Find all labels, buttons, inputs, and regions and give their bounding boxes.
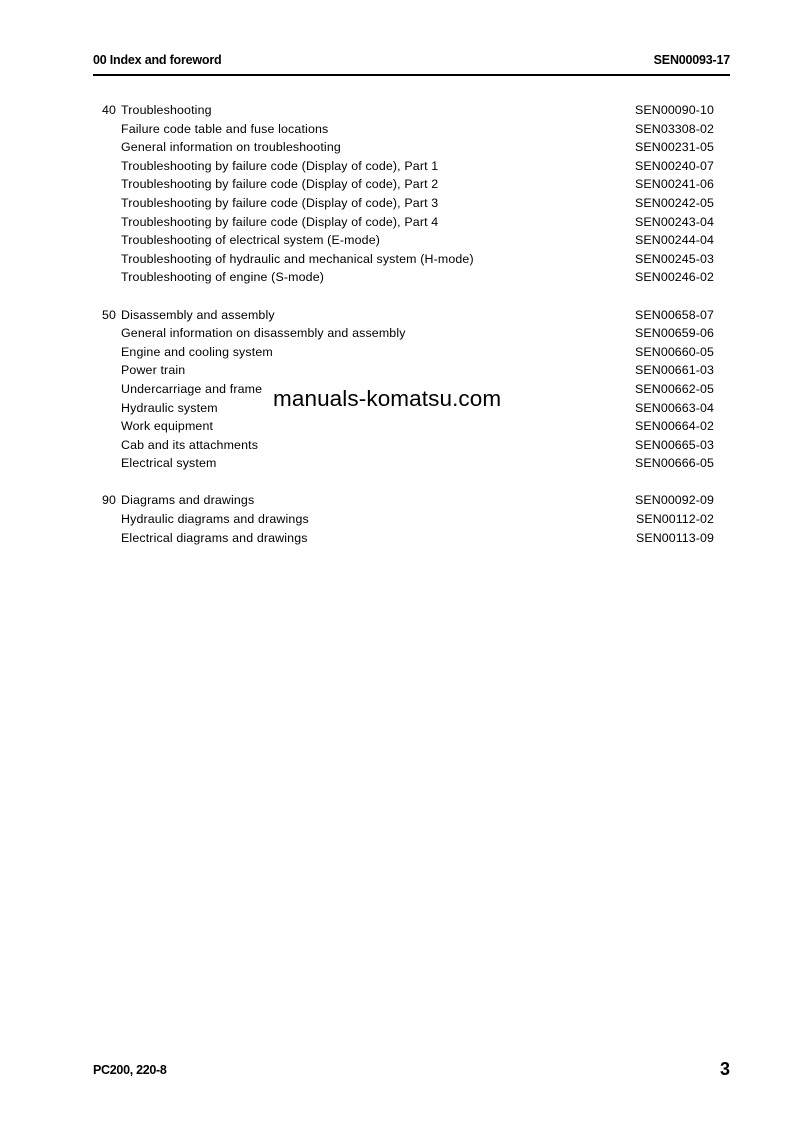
toc-item[interactable]	[102, 175, 714, 194]
item-title: General information on disassembly and assembly	[121, 326, 406, 341]
toc-section-40	[102, 101, 714, 287]
item-title: Work equipment	[121, 419, 214, 434]
toc-item[interactable]	[102, 454, 714, 473]
item-code: SEN00659-06	[635, 326, 714, 341]
section-title: Troubleshooting	[121, 103, 212, 117]
item-code: SEN00231-05	[635, 140, 714, 155]
item-code: SEN00663-04	[635, 400, 714, 415]
page-number: 3	[719, 1059, 730, 1079]
item-title: Troubleshooting of hydraulic and mechanical system (H-mode)	[121, 251, 474, 266]
toc-item[interactable]	[102, 324, 714, 343]
item-code: SEN00241-06	[635, 177, 714, 192]
item-code: SEN00666-05	[635, 456, 714, 471]
item-code: SEN00661-03	[635, 363, 714, 378]
toc-item[interactable]	[102, 417, 714, 436]
item-code: SEN00112-02	[635, 512, 714, 527]
toc-item[interactable]	[102, 529, 714, 548]
section-code: SEN00092-09	[635, 493, 714, 508]
section-code: SEN00090-10	[635, 103, 714, 117]
toc-item[interactable]	[102, 120, 714, 139]
item-title: Electrical system	[121, 456, 217, 471]
toc-item[interactable]	[102, 194, 714, 213]
item-title: Electrical diagrams and drawings	[121, 530, 308, 545]
item-code: SEN00113-09	[635, 530, 714, 545]
item-title: Engine and cooling system	[121, 344, 273, 359]
toc-item[interactable]	[102, 343, 714, 362]
section-number: 50	[102, 307, 117, 322]
item-title: Cab and its attachments	[121, 437, 259, 452]
item-title: Troubleshooting by failure code (Display of code), Part 3	[121, 195, 439, 210]
item-title: Troubleshooting of electrical system (E-mode)	[121, 233, 381, 248]
toc-item[interactable]	[102, 268, 714, 287]
item-code: SEN00243-04	[635, 214, 714, 229]
item-code: SEN00662-05	[635, 381, 714, 396]
section-title: Disassembly and assembly	[121, 307, 275, 322]
header-divider	[93, 74, 730, 76]
toc-item[interactable]	[102, 231, 714, 250]
item-code: SEN00244-04	[635, 233, 714, 248]
item-code: SEN00660-05	[635, 344, 714, 359]
toc-section-heading[interactable]	[102, 101, 714, 120]
footer-model: PC200, 220-8	[93, 1063, 167, 1077]
header-section-title: 00 Index and foreword	[93, 53, 222, 67]
item-code: SEN00665-03	[635, 437, 714, 452]
toc-item[interactable]	[102, 157, 714, 176]
item-title: Hydraulic diagrams and drawings	[121, 512, 309, 527]
item-code: SEN00246-02	[635, 270, 714, 285]
item-title: Troubleshooting of engine (S-mode)	[121, 270, 325, 285]
toc-section-heading[interactable]	[102, 491, 714, 510]
item-title: Power train	[121, 363, 186, 378]
toc-section-heading[interactable]	[102, 306, 714, 325]
section-title: Diagrams and drawings	[121, 493, 255, 508]
toc-section-90	[102, 491, 714, 547]
table-of-contents	[102, 101, 714, 566]
section-code: SEN00658-07	[635, 307, 714, 322]
item-title: Troubleshooting by failure code (Display of code), Part 2	[121, 177, 439, 192]
item-title: Failure code table and fuse locations	[121, 121, 329, 136]
header-doc-code: SEN00093-17	[653, 53, 730, 67]
item-title: General information on troubleshooting	[121, 140, 341, 155]
watermark-text: manuals-komatsu.com	[273, 386, 502, 411]
toc-item[interactable]	[102, 213, 714, 232]
item-title: Troubleshooting by failure code (Display of code), Part 4	[121, 214, 439, 229]
toc-item[interactable]	[102, 510, 714, 529]
item-code: SEN03308-02	[635, 121, 714, 136]
toc-item[interactable]	[102, 361, 714, 380]
toc-item[interactable]	[102, 436, 714, 455]
section-number: 40	[102, 103, 117, 117]
item-code: SEN00240-07	[635, 158, 714, 173]
page-header	[93, 53, 730, 69]
item-code: SEN00242-05	[635, 195, 714, 210]
item-title: Troubleshooting by failure code (Display of code), Part 1	[121, 158, 439, 173]
toc-item[interactable]	[102, 138, 714, 157]
section-number: 90	[102, 493, 117, 508]
item-code: SEN00664-02	[635, 419, 714, 434]
page-footer	[93, 1061, 730, 1081]
item-code: SEN00245-03	[635, 251, 714, 266]
item-title: Hydraulic system	[121, 400, 218, 415]
item-title: Undercarriage and frame	[121, 381, 263, 396]
toc-item[interactable]	[102, 250, 714, 269]
